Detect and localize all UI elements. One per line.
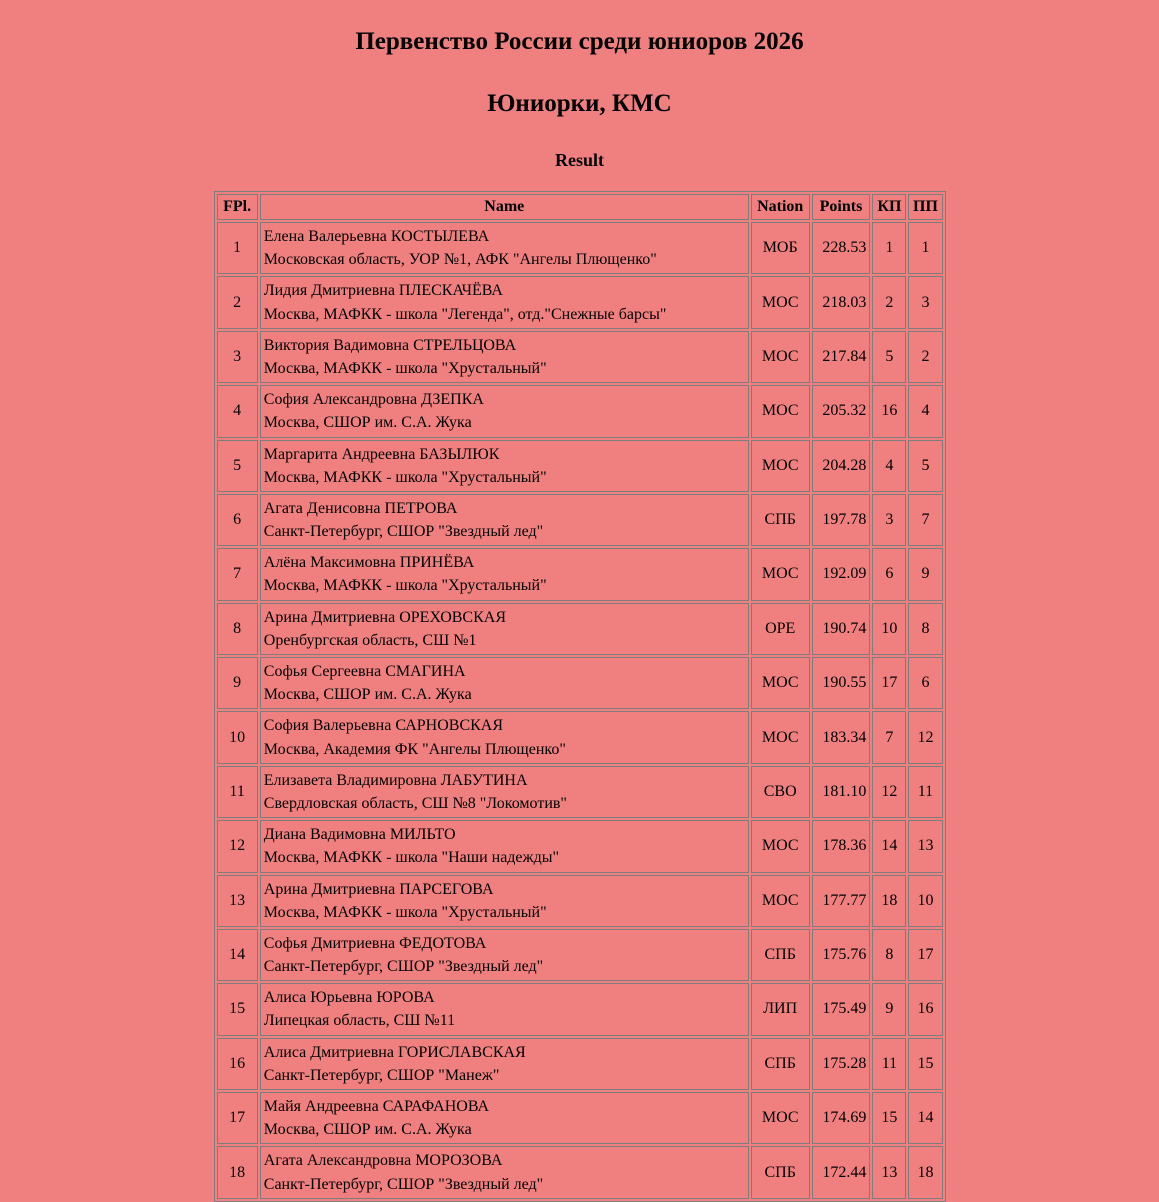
table-row [217, 820, 943, 872]
skater-club: Москва, Академия ФК "Ангелы Плющенко" [263, 740, 566, 758]
table-row [217, 440, 943, 492]
kp-cell: 18 [872, 875, 906, 927]
nation-cell: СПБ [751, 929, 810, 981]
nation-cell: МОС [751, 875, 810, 927]
skater-club: Оренбургская область, СШ №1 [263, 631, 477, 649]
kp-cell: 6 [872, 548, 906, 600]
pp-cell: 8 [908, 603, 942, 655]
header-row [217, 194, 943, 220]
points-cell: 181.10 [812, 766, 871, 818]
page-title: Первенство России среди юниоров 2026 [355, 28, 804, 55]
skater-name: Диана Вадимовна МИЛЬТО [263, 826, 456, 844]
points-cell: 228.53 [812, 222, 871, 274]
points-cell: 205.32 [812, 385, 871, 437]
nation-cell: СПБ [751, 1146, 810, 1198]
points-cell: 177.77 [812, 875, 871, 927]
fpl-cell: 11 [217, 766, 258, 818]
fpl-cell: 5 [217, 440, 258, 492]
pp-cell: 10 [908, 875, 942, 927]
fpl-cell: 7 [217, 548, 258, 600]
table-row [217, 276, 943, 328]
kp-cell: 13 [872, 1146, 906, 1198]
name-cell [260, 1146, 749, 1198]
kp-cell: 7 [872, 711, 906, 763]
points-cell: 175.28 [812, 1038, 871, 1090]
points-cell: 204.28 [812, 440, 871, 492]
pp-cell: 14 [908, 1092, 942, 1144]
fpl-cell: 13 [217, 875, 258, 927]
fpl-cell: 8 [217, 603, 258, 655]
fpl-cell: 1 [217, 222, 258, 274]
nation-cell: МОС [751, 711, 810, 763]
header-pp: ПП [908, 194, 942, 220]
table-row [217, 494, 943, 546]
skater-name: Алиса Юрьевна ЮРОВА [263, 989, 435, 1007]
pp-cell: 4 [908, 385, 942, 437]
pp-cell: 12 [908, 711, 942, 763]
table-row [217, 929, 943, 981]
fpl-cell: 2 [217, 276, 258, 328]
points-cell: 172.44 [812, 1146, 871, 1198]
skater-club: Санкт-Петербург, СШОР "Звездный лед" [263, 1175, 544, 1193]
nation-cell: МОС [751, 1092, 810, 1144]
pp-cell: 9 [908, 548, 942, 600]
table-row [217, 983, 943, 1035]
skater-club: Москва, СШОР им. С.А. Жука [263, 414, 472, 432]
fpl-cell: 10 [217, 711, 258, 763]
nation-cell: ОРЕ [751, 603, 810, 655]
name-cell [260, 766, 749, 818]
fpl-cell: 9 [217, 657, 258, 709]
kp-cell: 14 [872, 820, 906, 872]
fpl-cell: 6 [217, 494, 258, 546]
fpl-cell: 14 [217, 929, 258, 981]
skater-club: Санкт-Петербург, СШОР "Звездный лед" [263, 523, 544, 541]
header-fpl: FPl. [217, 194, 258, 220]
skater-name: Софья Сергеевна СМАГИНА [263, 663, 466, 680]
skater-name: Агата Денисовна ПЕТРОВА [263, 499, 458, 517]
nation-cell: МОС [751, 440, 810, 492]
skater-club: Санкт-Петербург, СШОР "Манеж" [263, 1066, 500, 1084]
skater-name: Маргарита Андреевна БАЗЫЛЮК [263, 445, 500, 463]
kp-cell: 12 [872, 766, 906, 818]
skater-club: Москва, СШОР им. С.А. Жука [263, 1121, 472, 1139]
name-cell [260, 494, 749, 546]
results-table-header [217, 194, 943, 220]
skater-name: София Александровна ДЗЕПКА [263, 391, 484, 409]
nation-cell: МОС [751, 331, 810, 383]
skater-club: Москва, МАФКК - школа "Хрустальный" [263, 468, 547, 486]
header-points: Points [812, 194, 871, 220]
kp-cell: 2 [872, 276, 906, 328]
points-cell: 197.78 [812, 494, 871, 546]
kp-cell: 11 [872, 1038, 906, 1090]
table-row [217, 711, 943, 763]
skater-name: Арина Дмитриевна ОРЕХОВСКАЯ [263, 608, 506, 626]
name-cell [260, 929, 749, 981]
kp-cell: 4 [872, 440, 906, 492]
pp-cell: 16 [908, 983, 942, 1035]
skater-club: Московская область, УОР №1, АФК "Ангелы Плющенко" [263, 251, 657, 269]
pp-cell: 13 [908, 820, 942, 872]
nation-cell: СВО [751, 766, 810, 818]
pp-cell: 7 [908, 494, 942, 546]
kp-cell: 1 [872, 222, 906, 274]
nation-cell: МОБ [751, 222, 810, 274]
header-name: Name [260, 194, 749, 220]
name-cell [260, 276, 749, 328]
kp-cell: 3 [872, 494, 906, 546]
nation-cell: СПБ [751, 1038, 810, 1090]
pp-cell: 3 [908, 276, 942, 328]
name-cell [260, 440, 749, 492]
skater-club: Москва, МАФКК - школа "Наши надежды" [263, 849, 560, 867]
results-tbody [217, 222, 943, 1199]
pp-cell: 15 [908, 1038, 942, 1090]
skater-name: Лидия Дмитриевна ПЛЕСКАЧЁВА [263, 282, 503, 300]
table-row [217, 1146, 943, 1198]
points-cell: 175.49 [812, 983, 871, 1035]
skater-name: Софья Дмитриевна ФЕДОТОВА [263, 934, 487, 952]
category-subtitle: Юниорки, КМС [487, 90, 672, 117]
table-row [217, 1038, 943, 1090]
name-cell [260, 1092, 749, 1144]
fpl-cell: 15 [217, 983, 258, 1035]
pp-cell: 17 [908, 929, 942, 981]
name-cell [260, 820, 749, 872]
points-cell: 217.84 [812, 331, 871, 383]
name-cell [260, 331, 749, 383]
fpl-cell: 3 [217, 331, 258, 383]
header-kp: КП [872, 194, 906, 220]
skater-club: Москва, СШОР им. С.А. Жука [263, 686, 472, 704]
name-cell [260, 548, 749, 600]
kp-cell: 15 [872, 1092, 906, 1144]
nation-cell: ЛИП [751, 983, 810, 1035]
skater-name: Елена Валерьевна КОСТЫЛЕВА [263, 228, 490, 245]
table-row [217, 331, 943, 383]
table-row [217, 222, 943, 274]
skater-club: Москва, МАФКК - школа "Хрустальный" [263, 577, 547, 595]
nation-cell: МОС [751, 820, 810, 872]
skater-club: Липецкая область, СШ №11 [263, 1012, 456, 1030]
name-cell [260, 875, 749, 927]
kp-cell: 5 [872, 331, 906, 383]
name-cell [260, 222, 749, 274]
header-nation: Nation [751, 194, 810, 220]
points-cell: 218.03 [812, 276, 871, 328]
name-cell [260, 657, 749, 709]
skater-club: Москва, МАФКК - школа "Легенда", отд."Снежные барсы" [263, 305, 667, 323]
points-cell: 183.34 [812, 711, 871, 763]
kp-cell: 10 [872, 603, 906, 655]
name-cell [260, 711, 749, 763]
table-row [217, 603, 943, 655]
table-row [217, 385, 943, 437]
skater-name: Майя Андреевна САРАФАНОВА [263, 1098, 490, 1115]
table-row [217, 657, 943, 709]
table-row [217, 766, 943, 818]
points-cell: 174.69 [812, 1092, 871, 1144]
fpl-cell: 18 [217, 1146, 258, 1198]
points-cell: 190.74 [812, 603, 871, 655]
fpl-cell: 4 [217, 385, 258, 437]
points-cell: 178.36 [812, 820, 871, 872]
fpl-cell: 17 [217, 1092, 258, 1144]
name-cell [260, 1038, 749, 1090]
nation-cell: МОС [751, 548, 810, 600]
kp-cell: 8 [872, 929, 906, 981]
table-row [217, 1092, 943, 1144]
skater-name: Алёна Максимовна ПРИНЁВА [263, 554, 475, 572]
fpl-cell: 16 [217, 1038, 258, 1090]
result-heading: Result [555, 150, 604, 170]
nation-cell: СПБ [751, 494, 810, 546]
pp-cell: 1 [908, 222, 942, 274]
name-cell [260, 603, 749, 655]
skater-name: Алиса Дмитриевна ГОРИСЛАВСКАЯ [263, 1043, 526, 1061]
skater-club: Свердловская область, СШ №8 "Локомотив" [263, 794, 567, 812]
kp-cell: 9 [872, 983, 906, 1035]
pp-cell: 18 [908, 1146, 942, 1198]
name-cell [260, 983, 749, 1035]
table-row [217, 875, 943, 927]
kp-cell: 17 [872, 657, 906, 709]
name-cell [260, 385, 749, 437]
nation-cell: МОС [751, 657, 810, 709]
pp-cell: 6 [908, 657, 942, 709]
results-table [214, 191, 946, 1202]
skater-name: Арина Дмитриевна ПАРСЕГОВА [263, 880, 494, 898]
points-cell: 190.55 [812, 657, 871, 709]
skater-club: Санкт-Петербург, СШОР "Звездный лед" [263, 958, 544, 976]
skater-name: София Валерьевна САРНОВСКАЯ [263, 717, 504, 735]
pp-cell: 2 [908, 331, 942, 383]
points-cell: 192.09 [812, 548, 871, 600]
kp-cell: 16 [872, 385, 906, 437]
nation-cell: МОС [751, 276, 810, 328]
fpl-cell: 12 [217, 820, 258, 872]
skater-name: Виктория Вадимовна СТРЕЛЬЦОВА [263, 336, 517, 354]
skater-club: Москва, МАФКК - школа "Хрустальный" [263, 903, 547, 921]
pp-cell: 5 [908, 440, 942, 492]
skater-name: Елизавета Владимировна ЛАБУТИНА [263, 771, 528, 789]
points-cell: 175.76 [812, 929, 871, 981]
table-row [217, 548, 943, 600]
skater-name: Агата Александровна МОРОЗОВА [263, 1152, 503, 1170]
skater-club: Москва, МАФКК - школа "Хрустальный" [263, 359, 547, 377]
nation-cell: МОС [751, 385, 810, 437]
pp-cell: 11 [908, 766, 942, 818]
